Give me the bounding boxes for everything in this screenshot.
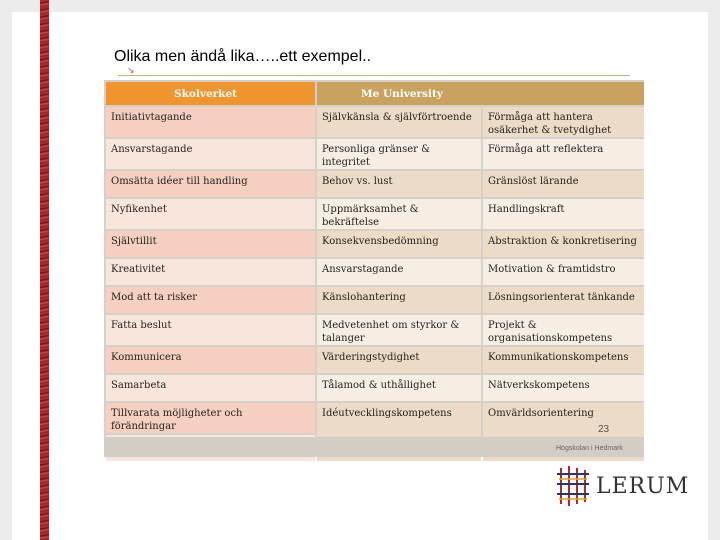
table-row [106,259,644,285]
lerum-logo-text: LERUM [596,474,690,499]
me-university-cell-b: Lösningsorienterat tänkande [483,287,644,313]
me-university-cell-a: Behov vs. lust [317,171,481,197]
me-university-cell-b: Omvärldsorientering [483,403,644,461]
lerum-logo-icon [555,464,591,508]
me-university-cell-a: Värderingstydighet [317,347,481,373]
me-university-cell-a: Ansvarstagande [317,259,481,285]
table-row [106,199,644,229]
me-university-cell-b: Nätverkskompetens [483,375,644,401]
page-number: 23 [598,424,610,435]
skolverket-cell: Självtillit [106,231,315,257]
table-row [106,375,644,401]
slide-title: Olika men ändå lika…..ett exempel.. [114,48,372,65]
me-university-cell-b: Kommunikationskompetens [483,347,644,373]
skolverket-cell: Mod att ta risker [106,287,315,313]
comparison-table [104,80,646,463]
me-university-cell-b: Förmåga att hantera osäkerhet & tvetydighet [483,107,644,137]
skolverket-cell: Kommunicera [106,347,315,373]
title-divider [118,75,630,76]
table-row [106,347,644,373]
me-university-cell-b: Motivation & framtidstro [483,259,644,285]
skolverket-cell: Samarbeta [106,375,315,401]
skolverket-cell: Omsätta idéer till handling [106,171,315,197]
me-university-cell-a: Uppmärksamhet & bekräftelse [317,199,481,229]
small-mark-icon: ↘ [127,65,135,75]
table-row [106,171,644,197]
table-row [106,403,644,433]
me-university-cell-b: Gränslöst lärande [483,171,644,197]
me-university-cell-b: Förmåga att reflektera [483,139,644,169]
table-row [106,287,644,313]
skolverket-cell: Fatta beslut [106,315,315,345]
me-university-cell-a: Medvetenhet om styrkor & talanger [317,315,481,345]
skolverket-header: Skolverket [106,82,315,105]
skolverket-cell: Kreativitet [106,259,315,285]
me-university-cell-a: Idéutvecklingskompetens [317,403,481,461]
table-row [106,139,644,169]
table-row [106,315,644,345]
me-university-cell-a: Personliga gränser & integritet [317,139,481,169]
skolverket-cell: Ansvarstagande [106,139,315,169]
me-university-cell-a: Självkänsla & självförtroende [317,107,481,137]
me-university-cell-a: Känslohantering [317,287,481,313]
table-header-row [106,82,644,105]
me-university-header: Me University [317,82,644,105]
me-university-cell-b: Handlingskraft [483,199,644,229]
decorative-rope [40,0,49,540]
skolverket-cell: Initiativtagande [106,107,315,137]
table-row [106,107,644,137]
skolverket-cell: Nyfikenhet [106,199,315,229]
me-university-cell-b: Projekt & organisationskompetens [483,315,644,345]
me-university-cell-a: Tålamod & uthållighet [317,375,481,401]
me-university-cell-b: Abstraktion & konkretisering [483,231,644,257]
me-university-cell-a: Konsekvensbedömning [317,231,481,257]
skolverket-cell: Tillvarata möjligheter och förändringar [106,403,315,433]
institution-name: Högskolan i Hedmark [556,445,623,452]
table-row [106,231,644,257]
